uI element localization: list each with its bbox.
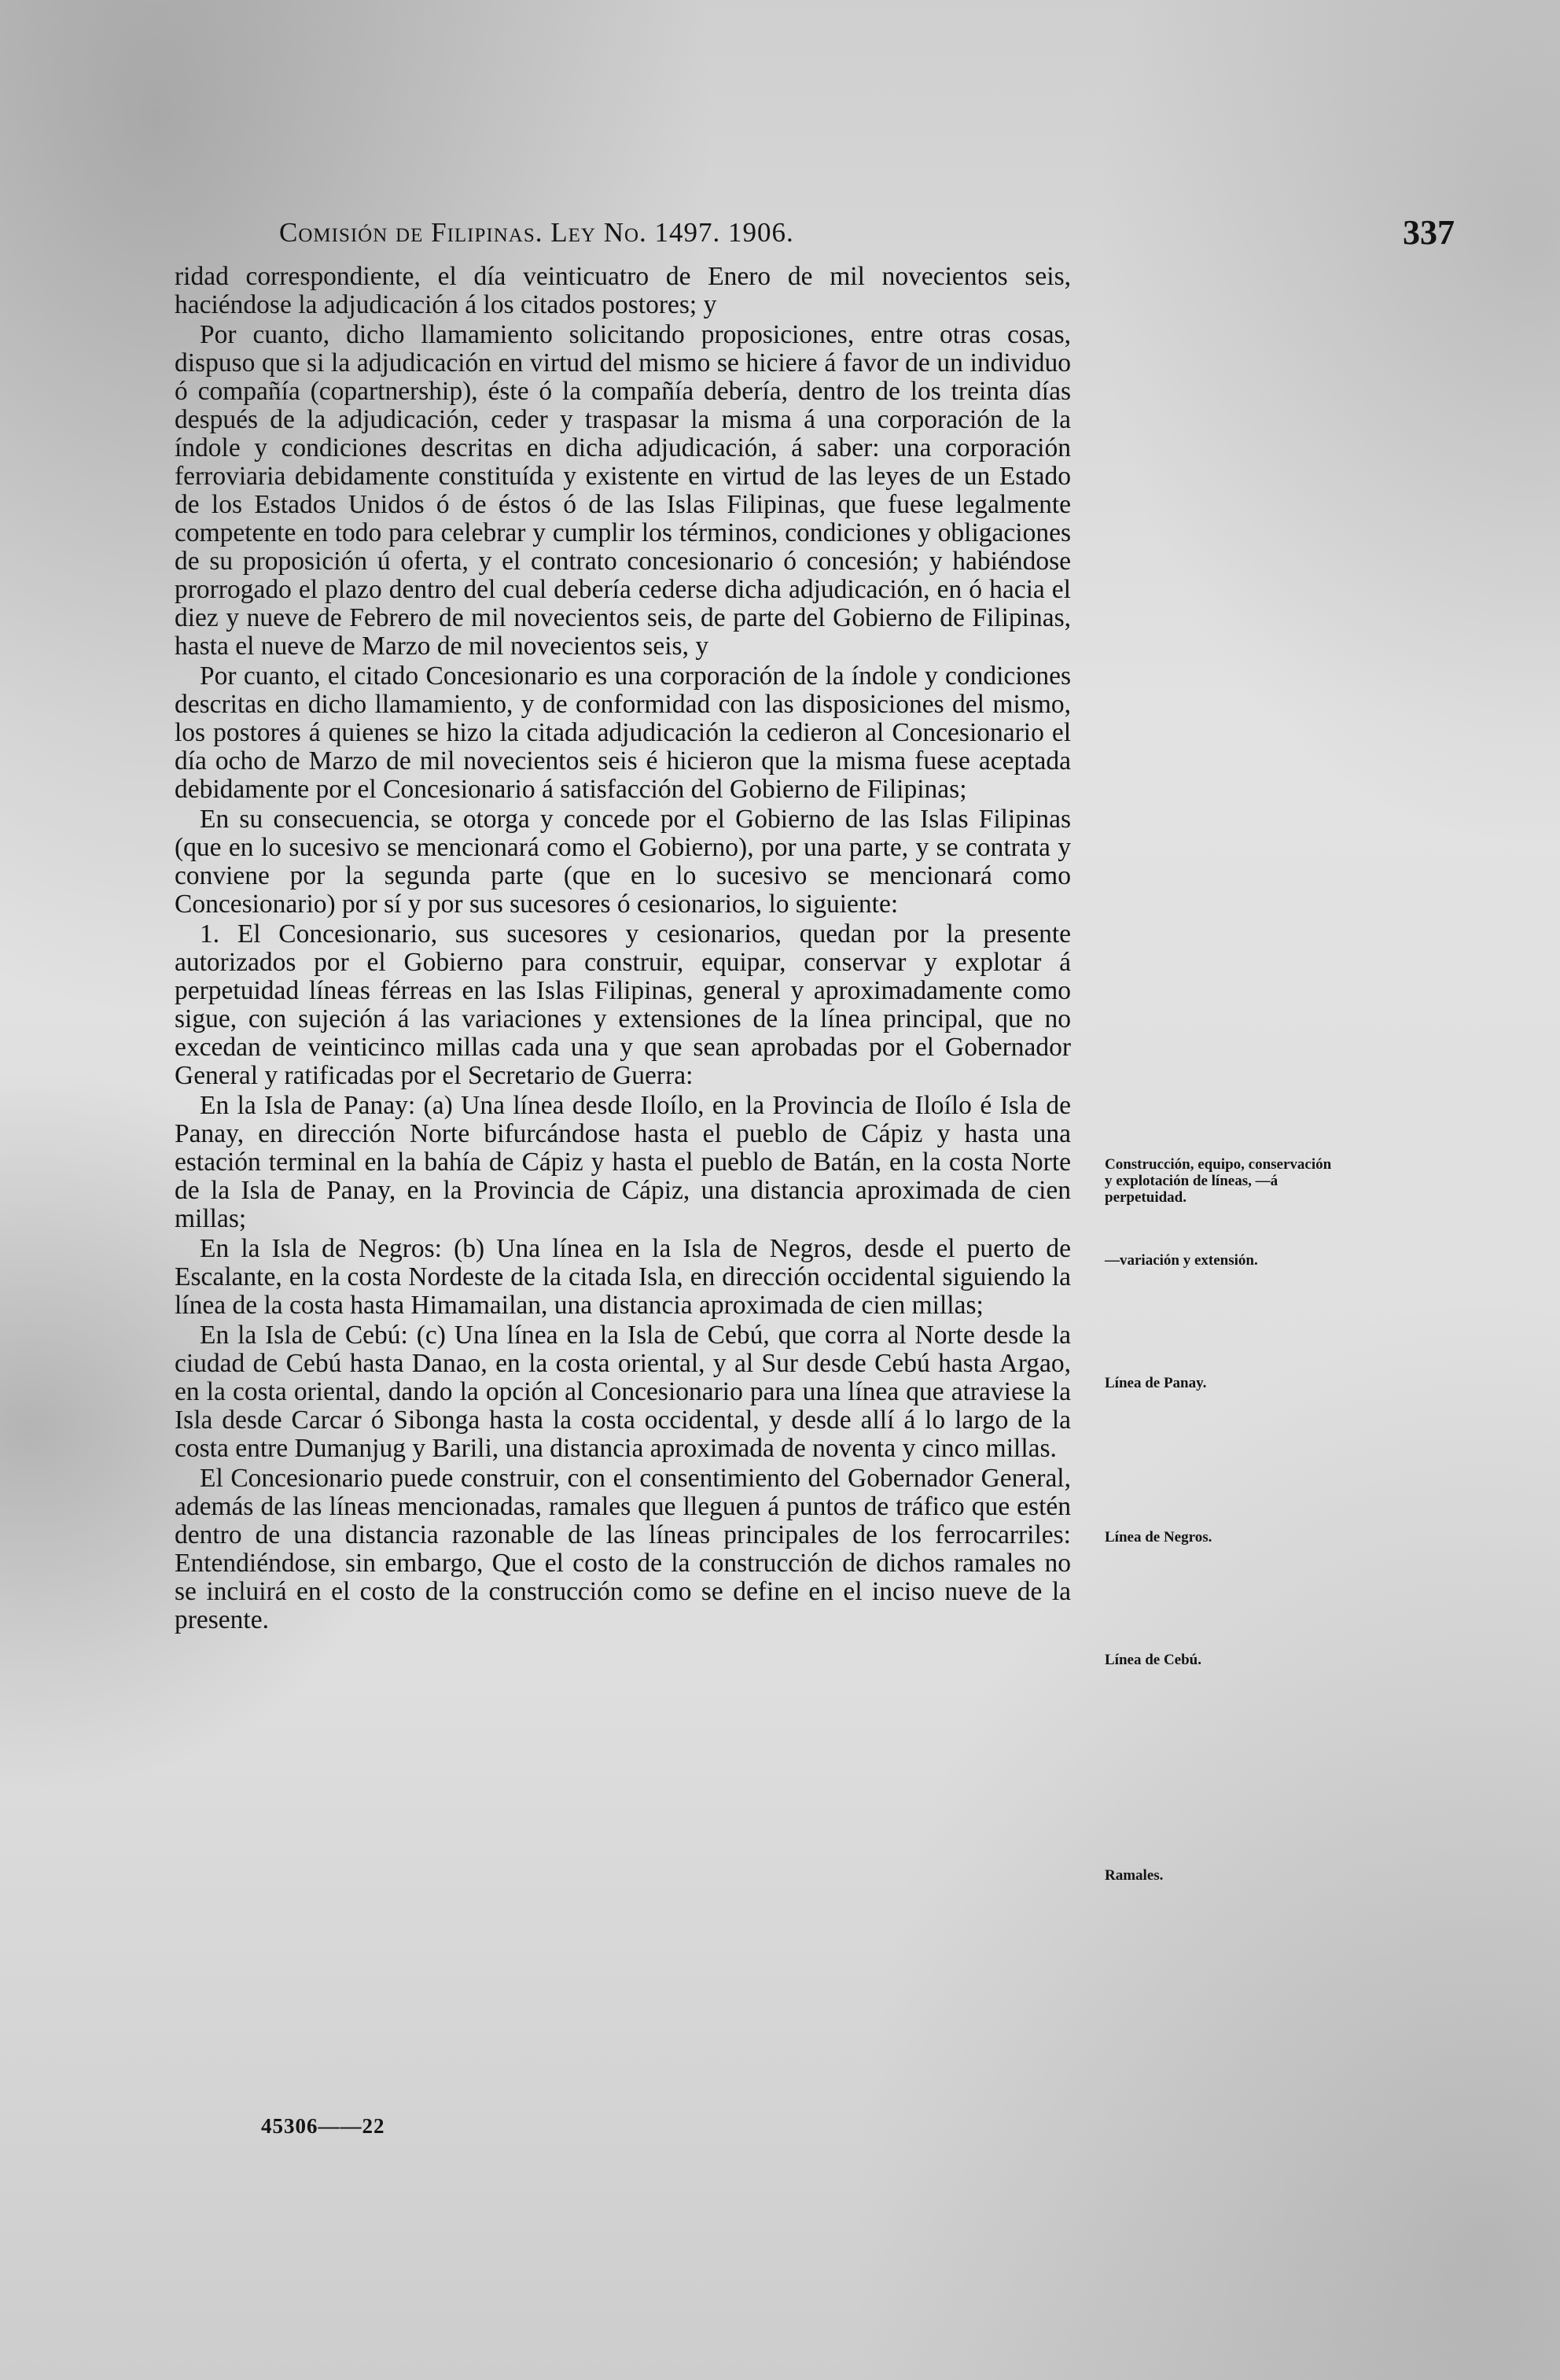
printer-signature: 45306——22	[261, 2114, 385, 2138]
paragraph-9: El Concesionario puede construir, con el consentimiento del Gobernador General, además de las líneas mencionadas, ramales que lleguen á puntos de tráfico que estén dentro de una distancia razonable de las líneas principales de los ferrocarriles: Entendiéndose, sin embargo, Que el costo de la construcción de dichos ramales no se incluirá en el costo de la construcción como se define en el inciso nueve de la presente.	[175, 1464, 1071, 1634]
paragraph-1: ridad correspondiente, el día veinticuatro de Enero de mil novecientos seis, haciéndose la adjudicación á los citados postores; y	[175, 262, 1071, 319]
paragraph-8: En la Isla de Cebú: (c) Una línea en la Isla de Cebú, que corra al Norte desde la ciudad de Cebú hasta Danao, en la costa oriental, y al Sur desde Cebú hasta Argao, en la costa oriental, dando la opción al Concesionario para una línea que atraviese la Isla desde Carcar ó Sibonga hasta la costa occidental, y desde allí á lo largo de la costa entre Dumanjug y Barili, una distancia aproximada de noventa y cinco millas.	[175, 1321, 1071, 1463]
paragraph-2: Por cuanto, dicho llamamiento solicitando proposiciones, entre otras cosas, dispuso que si la adjudicación en virtud del mismo se hiciere á favor de un individuo ó compañía (copartnership), éste ó la compañía debería, dentro de los treinta días después de la adjudicación, ceder y traspasar la misma á una corporación de la índole y condiciones descritas en dicha adjudicación, á saber: una corporación ferroviaria debidamente constituída y existente en virtud de las leyes de un Estado de los Estados Unidos ó de éstos ó de las Islas Filipinas, que fuese legalmente competente en todo para celebrar y cumplir los términos, condiciones y obligaciones de su proposición ú oferta, y el contrato concesionario ó concesión; y habiéndose prorrogado el plazo dentro del cual debería cederse dicha adjudicación, en ó hacia el diez y nueve de Febrero de mil novecientos seis, de parte del Gobierno de Filipinas, hasta el nueve de Marzo de mil novecientos seis, y	[175, 320, 1071, 661]
paragraph-3: Por cuanto, el citado Concesionario es una corporación de la índole y condiciones descritas en dicho llamamiento, y de conformidad con las disposiciones del mismo, los postores á quienes se hizo la citada adjudicación la cedieron al Concesionario el día ocho de Marzo de mil novecientos seis é hicieron que la misma fuese aceptada debidamente por el Concesionario á satisfacción del Gobierno de Filipinas;	[175, 661, 1071, 804]
paragraph-4: En su consecuencia, se otorga y concede por el Gobierno de las Islas Filipinas (que en lo sucesivo se mencionará como el Gobierno), por una parte, y se contrata y conviene por la segunda parte (que en lo sucesivo se mencionará como Concesionario) por sí y por sus sucesores ó cesionarios, lo siguiente:	[175, 805, 1071, 919]
paragraph-7: En la Isla de Negros: (b) Una línea en la Isla de Negros, desde el puerto de Escalante, en la costa Nordeste de la citada Isla, en dirección occidental siguiendo la línea de la costa hasta Himamailan, una distancia aproximada de cien millas;	[175, 1234, 1071, 1320]
paragraph-6: En la Isla de Panay: (a) Una línea desde Iloílo, en la Provincia de Iloílo é Isla de Panay, en dirección Norte bifurcándose hasta el pueblo de Cápiz y hasta una estación terminal en la bahía de Cápiz y hasta el pueblo de Batán, en la costa Norte de la Isla de Panay, en la Provincia de Cápiz, una distancia aproximada de cien millas;	[175, 1091, 1071, 1233]
body-text	[175, 263, 1071, 1634]
margin-note-panay: Línea de Panay.	[1105, 1375, 1207, 1391]
running-head	[279, 213, 1455, 256]
page-number: 337	[1403, 213, 1455, 252]
paragraph-5: 1. El Concesionario, sus sucesores y cesionarios, quedan por la presente autorizados por el Gobierno para construir, equipar, conservar y explotar á perpetuidad líneas férreas en las Islas Filipinas, general y aproximadamente como sigue, con sujeción á las variaciones y extensiones de la línea principal, que no excedan de veinticinco millas cada una y que sean aprobadas por el Gobernador General y ratificadas por el Secretario de Guerra:	[175, 919, 1071, 1090]
margin-note-ramales: Ramales.	[1105, 1867, 1164, 1884]
margin-note-construccion: Construcción, equipo, conservación y explotación de líneas, —á perpetuidad.	[1105, 1156, 1332, 1206]
margin-note-negros: Línea de Negros.	[1105, 1529, 1212, 1546]
margin-note-variacion: —variación y extensión.	[1105, 1252, 1258, 1269]
margin-note-cebu: Línea de Cebú.	[1105, 1652, 1201, 1668]
running-title: Comisión de Filipinas. Ley No. 1497. 1906.	[279, 217, 794, 248]
